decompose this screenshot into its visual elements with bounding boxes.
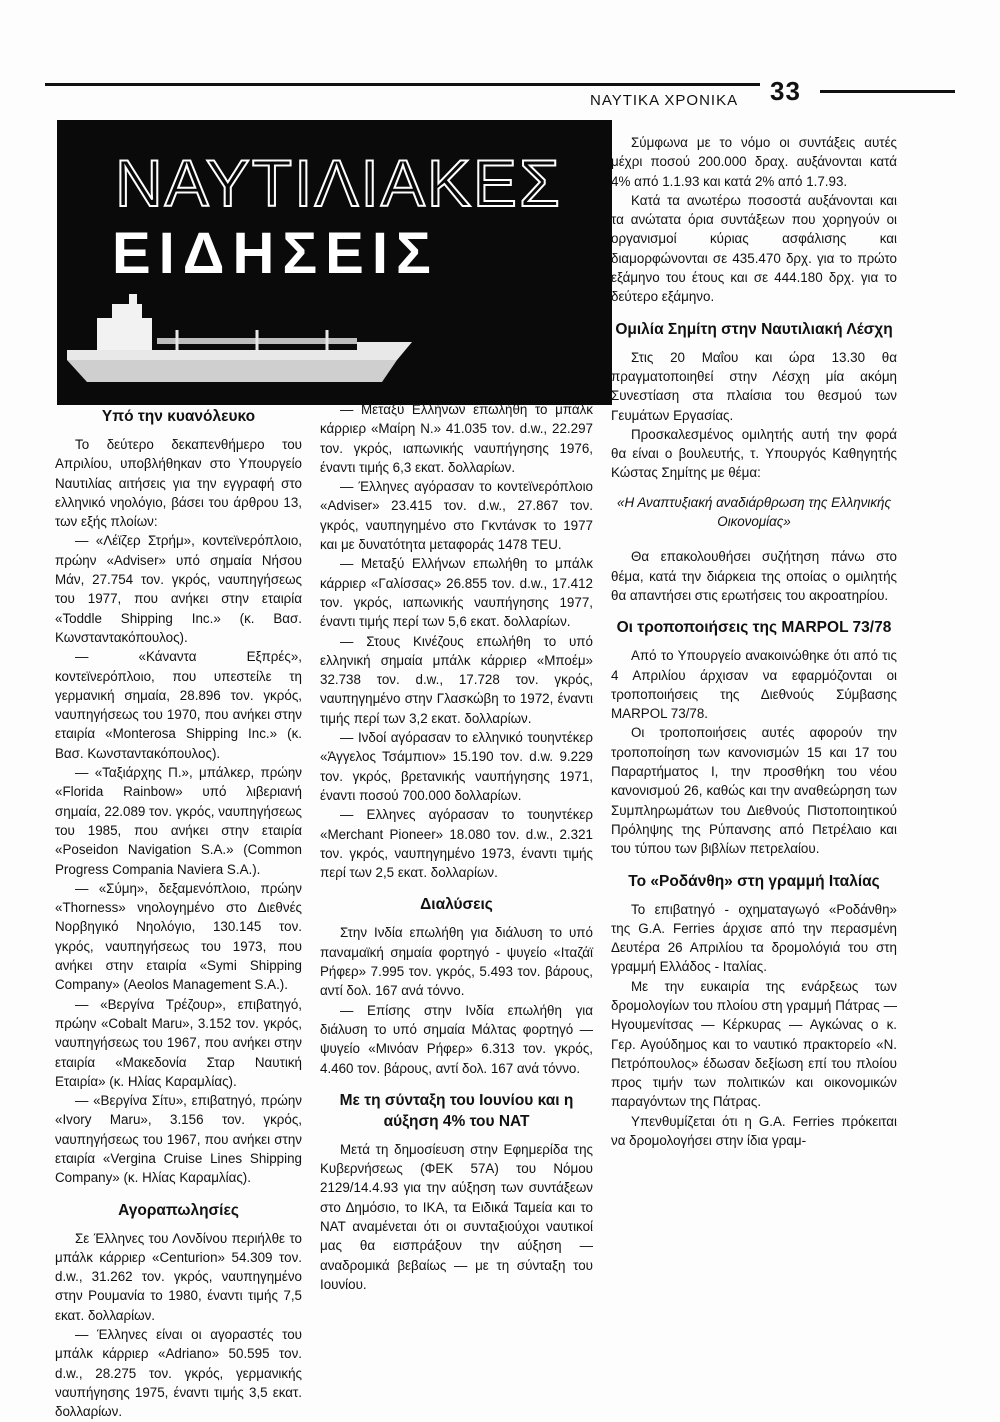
- lecture-title: «Η Αναπτυξιακή αναδιάρθρωση της Ελληνικής Οικονομίας»: [617, 494, 891, 530]
- header-rule-left: [45, 83, 760, 86]
- paragraph: — Ελληνες αγόρασαν το τουηντέκερ «Merchant Pioneer» 18.080 τον. d.w., 2.321 τον. γκρός, ναυπηγημένο 1973, έναντι τιμής περί των 2,5 εκατ. δολλαρίων.: [320, 807, 593, 881]
- paragraph: Το επιβατηγό - οχηματαγωγό «Ροδάνθη» της G.A. Ferries άρχισε από την περασμένη Δευτέρα 26 Απριλίου τα δρομολόγιά του στη γραμμή Ελλάδος - Ιταλίας.: [611, 901, 897, 975]
- paragraph: — Επίσης στην Ινδία επωλήθη για διάλυση το υπό σημαία Μάλτας φορτηγό — ψυγείο «Μινόαν Ρήφερ» 6.313 τον. γκρός, 4.460 τον. βάρους, αντί δολ. 167 ανά τόννο.: [320, 1002, 593, 1076]
- section-heading: Το «Ροδάνθη» στη γραμμή Ιταλίας: [628, 872, 880, 890]
- paragraph: — Ινδοί αγόρασαν το ελληνικό τουηντέκερ «Άγγελος Τσάμπιον» 15.190 τον. d.w. 9.229 τον. γκρός, βρετανικής ναυπήγησης 1971, έναντι ποσού 700.000 δολλαρίων.: [320, 730, 593, 803]
- header-rule-right: [820, 90, 955, 93]
- section-heading: Διαλύσεις: [420, 896, 493, 914]
- title-line-1: ΝΑΥΤΙΛΙΑΚΕΣ: [115, 146, 562, 220]
- column-2: [320, 400, 593, 1294]
- paragraph: — «Σύμη», δεξαμενόπλοιο, πρώην «Thorness» νηολογημένο στο Διεθνές Νορβηγικό Νηολόγιο, 130.145 τον. γκρός, ναυπηγήσεως του 1973, που ανήκει στην εταιρία «Symi Shipping Company» (Aeolos Management S.A.).: [55, 880, 302, 993]
- page-number: 33: [770, 76, 801, 106]
- paragraph: Προσκαλεσμένος ομιλητής αυτή την φορά θα είναι ο βουλευτής, τ. Υπουργός Καθηγητής Κώστας Σημίτης με θέμα:: [611, 426, 897, 481]
- paragraph: — Μεταξύ Ελλήνων επωλήθη το μπάλκ κάρριερ «Μαίρη Ν.» 41.035 τον. d.w., 22.297 τον. γκρός, ιαπωνικής ναυπήγησης 1976, έναντι τιμής 6,3 εκατ. δολλαρίων.: [320, 402, 593, 475]
- section-heading: Αγοραπωλησίες: [118, 1201, 239, 1219]
- paragraph: Μετά τη δημοσίευση στην Εφημερίδα της Κυβερνήσεως (ΦΕΚ 57Α) του Νόμου 2129/14.4.93 για την αύξηση των συντάξεων στο Δημόσιο, το ΙΚΑ, τα Ειδικά Ταμεία και το ΝΑΤ αναμένεται ότι οι συνταξιούχοι ναυτικοί μας θα εισπράξουν την αύξηση — αναδρομικά βεβαίως — με τη σύνταξη του Ιουνίου.: [320, 1141, 593, 1292]
- paragraph: Σύμφωνα με το νόμο οι συντάξεις αυτές μέχρι ποσού 200.000 δραχ. αυξάνονται κατά 4% από 1.1.93 και κατά 2% από 1.7.93.: [611, 135, 897, 189]
- section-heading: Ομιλία Σημίτη στην Ναυτιλιακή Λέσχη: [615, 320, 893, 338]
- paragraph: Οι τροποποιήσεις αυτές αφορούν την τροποποίηση των κανονισμών 15 και 17 του Παραρτήματος Ι, την προσθήκη του νέου κανονισμού 26, καθώς και την αναθεώρηση των Συμπληρωμάτων του Διεθνούς Πιστοποιητικού Πρόληψης της Ρύπανσης από Πετρέλαιο και του τύπου των βιβλίων πετρελαίου.: [611, 725, 897, 857]
- paragraph: Θα επακολουθήσει συζήτηση πάνω στο θέμα, κατά την διάρκεια της οποίας ο ομιλητής θα απαντήσει στις ερωτήσεις του ακροατηρίου.: [611, 549, 897, 603]
- section-heading: Υπό την κυανόλευκο: [101, 408, 256, 425]
- paragraph: — Έλληνες είναι οι αγοραστές του μπάλκ κάρριερ «Adriano» 50.595 τον. d.w., 28.275 τον. γκρός, γερμανικής ναυπήγησης 1975, έναντι τιμής 3,5 εκατ. δολλαρίων.: [55, 1327, 302, 1420]
- section-heading: Με τη σύνταξη του Ιουνίου και η αύξηση 4% του ΝΑΤ: [339, 1091, 574, 1130]
- paragraph: — «Λέϊζερ Στρήμ», κοντεϊνερόπλοιο, πρώην «Adviser» υπό σημαία Νήσου Μάν, 27.754 τον. γκρός, ναυπηγήσεως του 1977, που ανήκει στην εταιρία «Toddle Shipping Inc.» (κ. Βασ. Κωνσταντακόπουλος).: [55, 533, 302, 645]
- paragraph: Στην Ινδία επωλήθη για διάλυση το υπό παναμαϊκή σημαία φορτηγό - ψυγείο «Ιταζάϊ Ρήφερ» 7.995 τον. γκρός, 5.493 τον. βάρους, αντί δολ. 167 ανά τόννο.: [320, 925, 593, 999]
- section-heading: Οι τροποποιήσεις της MARPOL 73/78: [616, 619, 892, 637]
- column-1: [55, 400, 302, 1422]
- paragraph: Σε Έλληνες του Λονδίνου περιήλθε το μπάλκ κάρριερ «Centurion» 54.309 τον. d.w., 31.262 τον. γκρός, ναυπηγημένο στην Ρουμανία το 1980, έναντι τιμής 7,5 εκατ. δολλαρίων.: [55, 1230, 302, 1323]
- paragraph: — «Ταξιάρχης Π.», μπάλκερ, πρώην «Florida Rainbow» υπό λιβεριανή σημαία, 22.089 τον. γκρός, ναυπηγήσεως του 1985, που ανήκει στην εταιρία «Poseidon Navigation S.A.» (Common Progress Compania Naviera S.A.).: [55, 765, 302, 877]
- paragraph: Κατά τα ανωτέρω ποσοστά αυξάνονται και τα ανώτατα όρια συντάξεων που χορηγούν οι οργανισμοί κύριας ασφάλισης και διαμορφώνονται σε 435.470 δρχ. για το πρώτο εξάμηνο του έτους και σε 444.180 δρχ. για το δεύτερο εξάμηνο.: [611, 192, 897, 305]
- paragraph: — Έλληνες αγόρασαν το κοντεϊνερόπλοιο «Adviser» 23.415 τον. d.w., 27.867 τον. γκρός, ναυπηγημένο στο Γκντάνσκ το 1977 και με δυνατότητα μεταφοράς 1478 TEU.: [320, 479, 593, 553]
- column-3: [611, 133, 897, 1150]
- paragraph: — Στους Κινέζους επωλήθη το υπό ελληνική σημαία μπάλκ κάρριερ «Μποέμ» 32.738 τον. d.w., 17.728 τον. γκρός, ναυπηγημένο στην Γλασκώβη το 1972, έναντι τιμής περί των 3,2 εκατ. δολλαρίων.: [320, 633, 593, 726]
- ship-illustration: [57, 290, 417, 405]
- paragraph: Υπενθυμίζεται ότι η G.A. Ferries πρόκειται να δρομολογήσει στην ίδια γραμ-: [611, 1113, 897, 1149]
- journal-name: ΝΑΥΤΙΚΑ ΧΡΟΝΙΚΑ: [590, 92, 739, 109]
- paragraph: — «Κάναντα Εξπρές», κοντεϊνερόπλοιο, που υπεστείλε τη γερμανική σημαία, 28.896 τον. γκρός, ναυπηγήσεως του 1970, που ανήκει στην εταιρία «Monterosa Shipping Inc.» (κ. Βασ. Κωνσταντακόπουλος).: [55, 649, 302, 761]
- paragraph: — Μεταξύ Ελλήνων επωλήθη το μπάλκ κάρριερ «Γαλίσσας» 26.855 τον. d.w., 17.412 τον. γκρός, ιαπωνικής ναυπήγησης 1977, έναντι τιμής περί των 5,6 εκατ. δολλαρίων.: [320, 556, 593, 630]
- title-banner: [57, 120, 612, 405]
- paragraph: Με την ευκαιρία της ενάρξεως των δρομολογίων του πλοίου στη γραμμή Πάτρας — Ηγουμενίτσας — Κέρκυρας — Αγκώνας ο κ. Γερ. Αγούδημος και το ναυτικό πρακτορείο «Ν. Πετρόπουλος» έδωσαν δεξίωση επί του πλοίου προς τιμήν των πολιτικών και οικονομικών παραγόντων της Πάτρας.: [611, 978, 897, 1110]
- title-line-2: ΕΙΔΗΣΕΙΣ: [112, 221, 439, 286]
- paragraph: — «Βεργίνα Σίτυ», επιβατηγό, πρώην «Ivory Maru», 3.156 τον. γκρός, ναυπηγήσεως του 1967, που ανήκει στην εταιρία «Vergina Cruise Lines Shipping Company» (κ. Ηλίας Καραμλίας).: [55, 1093, 302, 1186]
- paragraph: Από το Υπουργείο ανακοινώθηκε ότι από τις 4 Απριλίου άρχισαν να εφαρμόζονται οι τροποποιήσεις της Διεθνούς Σύμβασης MARPOL 73/78.: [611, 648, 897, 722]
- paragraph: Το δεύτερο δεκαπενθήμερο του Απριλίου, υποβλήθηκαν στο Υπουργείο Ναυτιλίας αιτήσεις για την εγγραφή στο ελληνικό νηολόγιο, βάσει του άρθρου 13, των εξής πλοίων:: [55, 437, 302, 530]
- paragraph: Στις 20 Μαΐου και ώρα 13.30 θα πραγματοποιηθεί στην Λέσχη μία ακόμη Συνεστίαση στα πλαίσια του θεσμού των Γευμάτων Εργασίας.: [611, 349, 897, 423]
- paragraph: — «Βεργίνα Τρέζουρ», επιβατηγό, πρώην «Cobalt Maru», 3.152 τον. γκρός, ναυπηγήσεως του 1967, που ανήκει στην εταιρία «Μακεδονία Σταρ Ναυτική Εταιρία» (κ. Ηλίας Καραμλίας).: [55, 996, 302, 1089]
